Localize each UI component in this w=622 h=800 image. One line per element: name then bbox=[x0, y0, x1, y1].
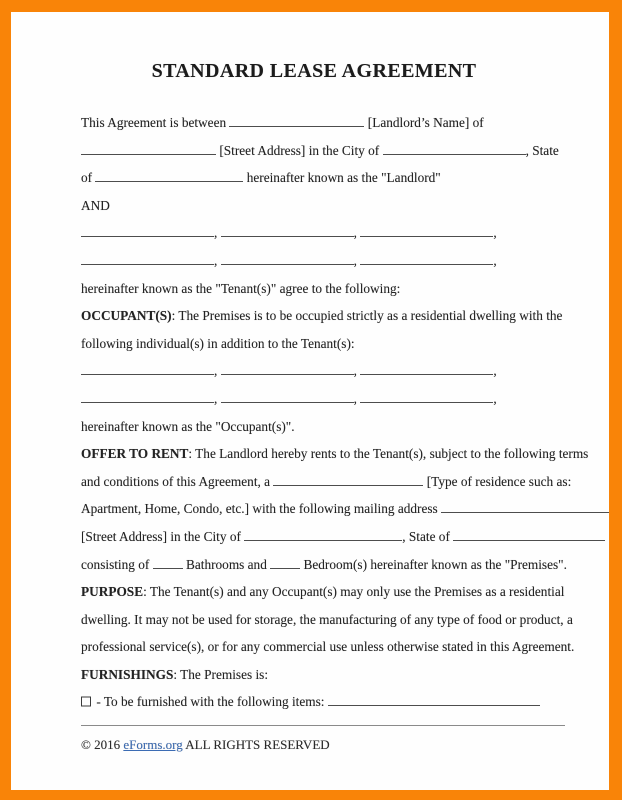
text-segment: hereinafter known as the "Landlord" bbox=[243, 170, 441, 186]
blank-field bbox=[383, 151, 526, 155]
text-segment: : The Landlord hereby rents to the Tenant(s), subject to the following terms bbox=[188, 446, 589, 462]
blank-field bbox=[441, 509, 609, 513]
text-segment: - To be furnished with the following items: bbox=[93, 694, 328, 710]
section-heading: FURNISHINGS bbox=[81, 666, 174, 682]
form-line-10 bbox=[81, 357, 569, 385]
text-segment: Apartment, Home, Condo, etc.] with the following mailing address bbox=[81, 501, 442, 517]
text-segment: of bbox=[81, 170, 96, 186]
text-segment: [Street Address] in the City of bbox=[216, 142, 383, 158]
form-line-20 bbox=[81, 633, 575, 661]
text-segment: , bbox=[214, 390, 221, 406]
blank-field bbox=[81, 371, 214, 375]
blank-field bbox=[229, 123, 364, 127]
blank-field bbox=[360, 261, 493, 265]
text-segment: AND bbox=[81, 197, 110, 213]
form-line-22 bbox=[81, 688, 569, 716]
form-line-2 bbox=[81, 137, 569, 165]
blank-field bbox=[453, 537, 605, 541]
footer-divider bbox=[81, 725, 565, 726]
form-line-3 bbox=[81, 164, 569, 192]
text-segment: : The Tenant(s) and any Occupant(s) may only use the Premises as a residential bbox=[143, 584, 565, 600]
text-segment: , bbox=[493, 252, 497, 268]
copyright-suffix: ALL RIGHTS RESERVED bbox=[182, 737, 330, 753]
blank-field bbox=[81, 151, 216, 155]
text-segment: , bbox=[353, 252, 361, 268]
form-line-4 bbox=[81, 192, 569, 220]
form-line-8 bbox=[81, 302, 569, 330]
section-heading: OFFER TO RENT bbox=[81, 446, 189, 462]
form-line-12 bbox=[81, 413, 569, 441]
section-heading: OCCUPANT(S) bbox=[81, 308, 172, 324]
text-segment: and conditions of this Agreement, a bbox=[81, 473, 274, 489]
text-segment: , bbox=[214, 225, 221, 241]
blank-field bbox=[270, 565, 300, 569]
text-segment: , bbox=[353, 363, 361, 379]
form-line-21 bbox=[81, 661, 569, 689]
text-segment: This Agreement is between bbox=[81, 115, 230, 130]
blank-field bbox=[360, 233, 493, 237]
lease-agreement-document bbox=[11, 12, 609, 790]
blank-field bbox=[328, 702, 540, 706]
blank-field bbox=[273, 482, 423, 486]
blank-field bbox=[221, 261, 354, 265]
copyright-prefix: © 2016 bbox=[81, 737, 124, 753]
text-segment: , bbox=[214, 363, 221, 379]
blank-field bbox=[221, 371, 354, 375]
form-line-18 bbox=[81, 578, 569, 606]
blank-field bbox=[153, 565, 183, 569]
form-line-5 bbox=[81, 219, 569, 247]
form-line-1 bbox=[81, 109, 569, 137]
text-segment: dwelling. It may not be used for storage, the manufacturing of any type of food or product, a bbox=[81, 611, 573, 627]
form-line-16 bbox=[81, 523, 569, 551]
blank-field bbox=[244, 537, 402, 541]
form-line-11 bbox=[81, 385, 569, 413]
form-line-14 bbox=[81, 468, 572, 496]
eforms-link[interactable]: eForms.org bbox=[123, 737, 183, 753]
text-segment: : The Premises is to be occupied strictly as a residential dwelling with the bbox=[171, 308, 563, 324]
text-segment: professional service(s), or for any commercial use unless otherwise stated in this Agreement. bbox=[81, 639, 575, 655]
blank-field bbox=[360, 371, 493, 375]
blank-field bbox=[81, 261, 214, 265]
form-line-6 bbox=[81, 247, 569, 275]
text-segment: consisting of bbox=[81, 556, 153, 572]
text-segment: [Type of residence such as: bbox=[423, 473, 572, 489]
text-segment: following individual(s) in addition to the Tenant(s): bbox=[81, 335, 355, 351]
text-segment: , bbox=[493, 390, 497, 406]
blank-field bbox=[221, 399, 354, 403]
text-segment: , bbox=[493, 363, 497, 379]
text-segment: , State of bbox=[402, 528, 454, 544]
text-segment: : The Premises is: bbox=[173, 666, 269, 682]
form-line-9 bbox=[81, 330, 569, 358]
form-line-15 bbox=[81, 495, 569, 523]
text-segment: hereinafter known as the "Occupant(s)". bbox=[81, 418, 295, 434]
document-title: STANDARD LEASE AGREEMENT bbox=[151, 60, 477, 82]
form-line-17 bbox=[81, 551, 569, 579]
text-segment: [Street Address] in the City of bbox=[81, 528, 245, 544]
blank-field bbox=[95, 178, 243, 182]
blank-field bbox=[360, 399, 493, 403]
text-segment: , bbox=[214, 252, 221, 268]
section-heading: PURPOSE bbox=[81, 584, 144, 600]
form-line-19 bbox=[81, 606, 573, 634]
form-line-13 bbox=[81, 440, 589, 468]
text-segment: , bbox=[493, 225, 497, 241]
text-segment: , bbox=[353, 390, 361, 406]
text-segment: Bathrooms and bbox=[182, 556, 271, 572]
blank-field bbox=[81, 399, 214, 403]
footer-copyright bbox=[81, 737, 569, 753]
form-lines bbox=[81, 109, 589, 716]
text-segment: [Landlord’s Name] of bbox=[364, 115, 484, 130]
blank-field bbox=[221, 233, 354, 237]
text-segment: , State bbox=[525, 142, 559, 158]
text-segment: hereinafter known as the "Tenant(s)" agree to the following: bbox=[81, 280, 401, 296]
text-segment: Bedroom(s) hereinafter known as the "Premises". bbox=[300, 556, 567, 572]
blank-field bbox=[81, 233, 214, 237]
checkbox-icon bbox=[81, 697, 91, 707]
text-segment: , bbox=[353, 225, 361, 241]
form-line-7 bbox=[81, 275, 569, 303]
